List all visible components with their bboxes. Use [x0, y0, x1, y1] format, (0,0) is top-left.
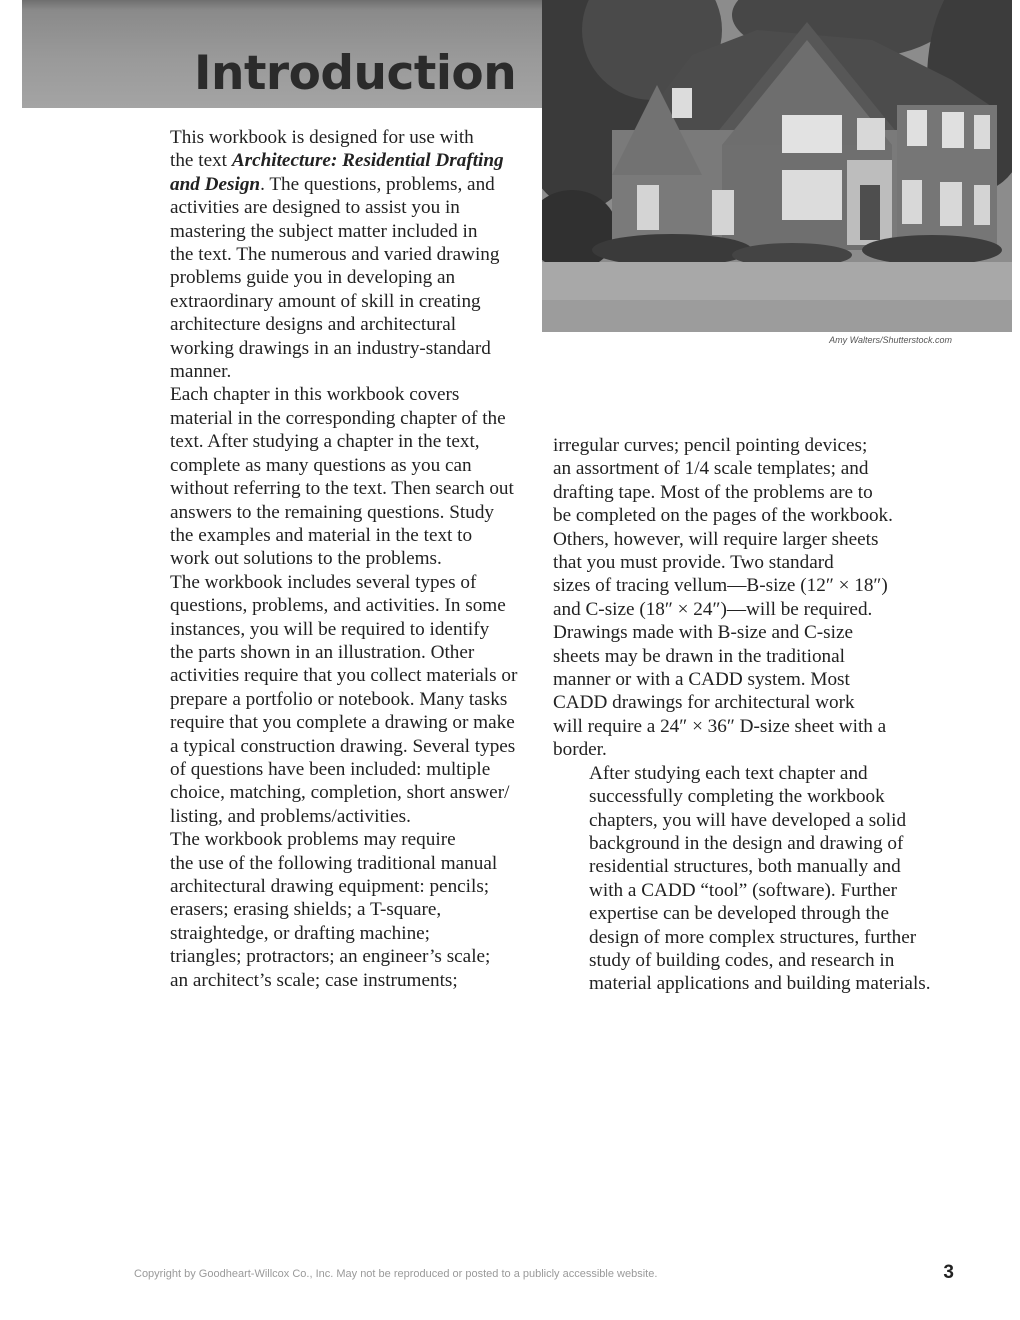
text-segment: erasers; erasing shields; a T-square,: [170, 899, 442, 921]
text-line: [134, 805, 536, 828]
text-line: [553, 621, 955, 644]
text-line: [134, 571, 536, 594]
text-line: [553, 715, 955, 738]
text-line: [134, 524, 536, 547]
text-segment: be completed on the pages of the workbook.: [553, 505, 893, 527]
text-line: [134, 898, 536, 921]
text-line: [134, 618, 536, 641]
text-line: [134, 454, 536, 477]
text-segment: activities require that you collect materials or: [170, 665, 518, 687]
text-line: [134, 758, 536, 781]
text-line: [553, 785, 955, 808]
text-segment: manner or with a CADD system. Most: [553, 669, 850, 691]
text-line: [553, 879, 955, 902]
text-line: [134, 360, 536, 383]
text-line: [553, 457, 955, 480]
text-segment: sheets may be drawn in the traditional: [553, 645, 845, 667]
paragraph: [553, 762, 955, 996]
text-segment: instances, you will be required to identify: [170, 618, 490, 640]
text-segment: mastering the subject matter included in: [170, 220, 478, 242]
footer-copyright: Copyright by Goodheart-Willcox Co., Inc. May not be reproduced or posted to a publicly accessible website.: [134, 1268, 658, 1280]
text-line: [553, 598, 955, 621]
text-line: [134, 220, 536, 243]
text-segment: design of more complex structures, further: [589, 926, 917, 948]
text-segment: the text. The numerous and varied drawing: [170, 244, 500, 266]
text-segment: listing, and problems/activities.: [170, 805, 411, 827]
text-segment: residential structures, both manually and: [589, 856, 901, 878]
text-segment: expertise can be developed through the: [589, 903, 889, 925]
text-line: [134, 969, 536, 992]
text-line: [553, 972, 955, 995]
text-line: [553, 855, 955, 878]
text-line: [553, 434, 955, 457]
text-segment: and C-size (18″ × 24″)—will be required.: [553, 598, 873, 620]
book-title-text: and Design: [170, 173, 261, 195]
text-segment: chapters, you will have developed a solid: [589, 809, 907, 831]
text-line: [553, 481, 955, 504]
text-line: [553, 691, 955, 714]
text-line: [134, 664, 536, 687]
text-segment: the examples and material in the text to: [170, 524, 473, 546]
paragraph: [553, 434, 955, 762]
text-segment: prepare a portfolio or notebook. Many tasks: [170, 688, 508, 710]
text-segment: material in the corresponding chapter of the: [170, 407, 506, 429]
text-line: [134, 594, 536, 617]
text-line: [134, 430, 536, 453]
text-segment: the text: [170, 150, 232, 172]
text-segment: complete as many questions as you can: [170, 454, 472, 476]
text-segment: This workbook is designed for use with: [170, 127, 474, 148]
text-segment: CADD drawings for architectural work: [553, 692, 855, 714]
text-segment: . The questions, problems, and: [260, 173, 495, 195]
text-line: [134, 547, 536, 570]
photo-credit: Amy Walters/Shutterstock.com: [829, 335, 952, 345]
text-line: [553, 668, 955, 691]
text-line: [553, 504, 955, 527]
text-segment: Drawings made with B-size and C-size: [553, 622, 853, 644]
text-segment: border.: [553, 739, 607, 761]
text-line: [553, 809, 955, 832]
text-line: [134, 711, 536, 734]
text-segment: successfully completing the workbook: [589, 786, 885, 808]
text-segment: that you must provide. Two standard: [553, 552, 834, 574]
book-title-text: Architecture: Residential Drafting: [231, 150, 504, 172]
text-segment: After studying each text chapter and: [589, 762, 868, 784]
text-line: [134, 781, 536, 804]
text-line: [553, 551, 955, 574]
text-line: [553, 902, 955, 925]
text-segment: an assortment of 1/4 scale templates; and: [553, 458, 869, 480]
text-segment: an architect’s scale; case instruments;: [170, 969, 458, 991]
text-line: [134, 735, 536, 758]
text-line: [134, 196, 536, 219]
paragraph: [134, 828, 536, 992]
body-column-right: [553, 434, 955, 996]
text-segment: background in the design and drawing of: [589, 832, 904, 854]
page-number: 3: [943, 1262, 954, 1283]
text-segment: choice, matching, completion, short answer/: [170, 782, 510, 804]
text-line: [134, 922, 536, 945]
text-line: [134, 173, 536, 196]
text-line: [134, 149, 536, 172]
paragraph: [134, 383, 536, 570]
text-line: [134, 852, 536, 875]
text-line: [553, 926, 955, 949]
text-line: [134, 383, 536, 406]
text-segment: with a CADD “tool” (software). Further: [589, 879, 897, 901]
text-segment: architectural drawing equipment: pencils;: [170, 876, 490, 897]
text-line: [134, 266, 536, 289]
text-line: [134, 243, 536, 266]
text-segment: answers to the remaining questions. Study: [170, 501, 495, 523]
text-segment: The workbook problems may require: [170, 829, 456, 851]
page-title: Introduction: [194, 46, 517, 101]
text-segment: work out solutions to the problems.: [170, 548, 442, 570]
text-line: [134, 407, 536, 430]
text-segment: without referring to the text. Then search out: [170, 478, 514, 500]
text-segment: will require a 24″ × 36″ D-size sheet with a: [553, 715, 887, 737]
house-photo: [542, 0, 1012, 332]
text-line: [134, 641, 536, 664]
text-line: [134, 945, 536, 968]
text-segment: manner.: [170, 361, 232, 383]
text-segment: text. After studying a chapter in the text,: [170, 431, 480, 453]
text-segment: extraordinary amount of skill in creating: [170, 290, 481, 312]
text-segment: the use of the following traditional manual: [170, 852, 498, 874]
text-segment: material applications and building materials.: [589, 973, 931, 995]
text-segment: problems guide you in developing an: [170, 267, 456, 289]
text-line: [553, 645, 955, 668]
text-segment: questions, problems, and activities. In some: [170, 595, 506, 617]
text-segment: require that you complete a drawing or make: [170, 712, 515, 734]
text-line: [134, 477, 536, 500]
text-segment: straightedge, or drafting machine;: [170, 922, 431, 944]
text-line: [553, 574, 955, 597]
text-segment: architecture designs and architectural: [170, 314, 457, 336]
text-line: [553, 832, 955, 855]
text-segment: a typical construction drawing. Several types: [170, 735, 516, 757]
text-segment: of questions have been included: multiple: [170, 758, 491, 780]
text-segment: activities are designed to assist you in: [170, 197, 460, 219]
text-line: [134, 828, 536, 851]
text-line: [553, 762, 955, 785]
paragraph: [134, 126, 536, 383]
text-line: [553, 949, 955, 972]
text-line: [134, 875, 536, 898]
text-segment: study of building codes, and research in: [589, 949, 895, 971]
text-segment: Each chapter in this workbook covers: [170, 384, 460, 406]
text-line: [134, 126, 536, 149]
text-segment: The workbook includes several types of: [170, 571, 477, 593]
text-line: [553, 738, 955, 761]
text-line: [553, 528, 955, 551]
text-segment: drafting tape. Most of the problems are to: [553, 481, 873, 503]
text-segment: working drawings in an industry-standard: [170, 337, 491, 359]
text-line: [134, 290, 536, 313]
text-line: [134, 688, 536, 711]
text-segment: sizes of tracing vellum—B-size (12″ × 18″): [553, 575, 888, 597]
text-line: [134, 313, 536, 336]
text-segment: triangles; protractors; an engineer’s scale;: [170, 946, 491, 968]
text-segment: Others, however, will require larger sheets: [553, 528, 879, 550]
text-segment: the parts shown in an illustration. Other: [170, 641, 475, 663]
paragraph: [134, 571, 536, 828]
text-line: [134, 501, 536, 524]
text-line: [134, 337, 536, 360]
text-segment: irregular curves; pencil pointing devices;: [553, 435, 868, 456]
body-column-left: [134, 126, 536, 992]
